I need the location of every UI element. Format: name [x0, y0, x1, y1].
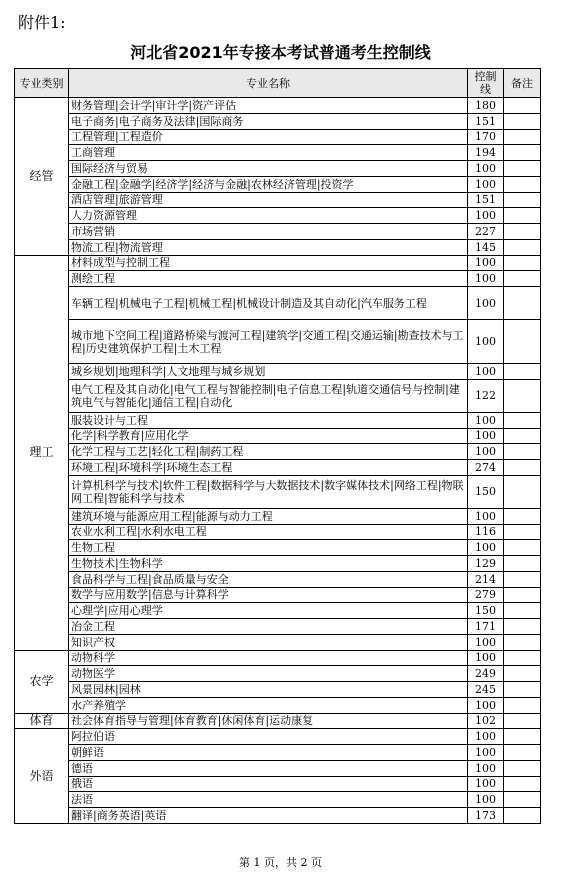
note-cell	[504, 508, 541, 524]
column-header-note: 备注	[504, 69, 541, 98]
major-cell: 电气工程及其自动化|电气工程与智能控制|电子信息工程|轨道交通信号与控制|建筑电气与智能化|通信工程|自动化	[69, 379, 468, 412]
score-cell: 100	[468, 161, 504, 177]
major-cell: 化学工程与工艺|轻化工程|制药工程	[69, 444, 468, 460]
page-footer: 第 1 页，共 2 页	[239, 856, 322, 869]
table-row	[15, 475, 541, 508]
score-cell: 279	[468, 587, 504, 603]
score-cell: 194	[468, 145, 504, 161]
note-cell	[504, 682, 541, 698]
score-cell: 122	[468, 379, 504, 412]
category-cell: 外语	[15, 729, 69, 824]
table-row	[15, 255, 541, 271]
score-cell: 100	[468, 444, 504, 460]
score-cell: 274	[468, 460, 504, 476]
page-title: 河北省2021年专接本考试普通考生控制线	[130, 43, 431, 62]
score-cell: 180	[468, 98, 504, 114]
score-cell: 173	[468, 808, 504, 824]
score-cell: 100	[468, 271, 504, 287]
note-cell	[504, 444, 541, 460]
note-cell	[504, 208, 541, 224]
table-row	[15, 239, 541, 255]
score-cell: 100	[468, 650, 504, 666]
score-cell: 100	[468, 176, 504, 192]
score-cell: 100	[468, 208, 504, 224]
note-cell	[504, 571, 541, 587]
note-cell	[504, 475, 541, 508]
score-cell: 100	[468, 364, 504, 380]
table-row	[15, 792, 541, 808]
score-cell: 245	[468, 682, 504, 698]
note-cell	[504, 713, 541, 729]
control-line-table	[14, 68, 541, 824]
score-cell: 100	[468, 776, 504, 792]
table-row	[15, 364, 541, 380]
note-cell	[504, 634, 541, 650]
major-cell: 德语	[69, 760, 468, 776]
table-row	[15, 129, 541, 145]
table-row	[15, 224, 541, 240]
score-cell: 100	[468, 540, 504, 556]
score-cell: 100	[468, 255, 504, 271]
table-row	[15, 556, 541, 572]
score-cell: 214	[468, 571, 504, 587]
score-cell: 100	[468, 634, 504, 650]
note-cell	[504, 524, 541, 540]
major-cell: 测绘工程	[69, 271, 468, 287]
note-cell	[504, 460, 541, 476]
table-row	[15, 412, 541, 428]
table-row	[15, 176, 541, 192]
table-row	[15, 634, 541, 650]
major-cell: 建筑环境与能源应用工程|能源与动力工程	[69, 508, 468, 524]
score-cell: 129	[468, 556, 504, 572]
score-cell: 249	[468, 666, 504, 682]
table-row	[15, 271, 541, 287]
table-row	[15, 745, 541, 761]
table-row	[15, 650, 541, 666]
category-cell: 农学	[15, 650, 69, 713]
major-cell: 工程管理|工程造价	[69, 129, 468, 145]
note-cell	[504, 98, 541, 114]
major-cell: 电子商务|电子商务及法律|国际商务	[69, 113, 468, 129]
score-cell: 227	[468, 224, 504, 240]
note-cell	[504, 729, 541, 745]
table-row	[15, 379, 541, 412]
major-cell: 数学与应用数学|信息与计算科学	[69, 587, 468, 603]
note-cell	[504, 364, 541, 380]
score-cell: 170	[468, 129, 504, 145]
note-cell	[504, 224, 541, 240]
major-cell: 材料成型与控制工程	[69, 255, 468, 271]
table-row	[15, 428, 541, 444]
note-cell	[504, 650, 541, 666]
column-header-major: 专业名称	[69, 69, 468, 98]
major-cell: 法语	[69, 792, 468, 808]
major-cell: 金融工程|金融学|经济学|经济与金融|农林经济管理|投资学	[69, 176, 468, 192]
category-cell: 理工	[15, 255, 69, 650]
table-row	[15, 697, 541, 713]
score-cell: 150	[468, 603, 504, 619]
note-cell	[504, 745, 541, 761]
score-cell: 100	[468, 508, 504, 524]
major-cell: 动物医学	[69, 666, 468, 682]
score-cell: 100	[468, 760, 504, 776]
table-row	[15, 603, 541, 619]
note-cell	[504, 808, 541, 824]
table-row	[15, 666, 541, 682]
major-cell: 食品科学与工程|食品质量与安全	[69, 571, 468, 587]
note-cell	[504, 161, 541, 177]
score-cell: 100	[468, 412, 504, 428]
score-cell: 100	[468, 697, 504, 713]
table-row	[15, 320, 541, 364]
major-cell: 环境工程|环境科学|环境生态工程	[69, 460, 468, 476]
major-cell: 服装设计与工程	[69, 412, 468, 428]
note-cell	[504, 145, 541, 161]
table-row	[15, 713, 541, 729]
note-cell	[504, 603, 541, 619]
table-row	[15, 682, 541, 698]
table-row	[15, 192, 541, 208]
major-cell: 酒店管理|旅游管理	[69, 192, 468, 208]
table-row	[15, 113, 541, 129]
note-cell	[504, 113, 541, 129]
table-row	[15, 540, 541, 556]
table-row	[15, 729, 541, 745]
note-cell	[504, 666, 541, 682]
score-cell: 100	[468, 428, 504, 444]
major-cell: 工商管理	[69, 145, 468, 161]
major-cell: 朝鲜语	[69, 745, 468, 761]
attachment-label: 附件1:	[18, 13, 66, 32]
table-row	[15, 587, 541, 603]
table-row	[15, 145, 541, 161]
category-cell: 体育	[15, 713, 69, 729]
table-row	[15, 571, 541, 587]
score-cell: 150	[468, 475, 504, 508]
table-row	[15, 760, 541, 776]
note-cell	[504, 587, 541, 603]
table-row	[15, 161, 541, 177]
score-cell: 100	[468, 287, 504, 320]
table-row	[15, 98, 541, 114]
major-cell: 冶金工程	[69, 619, 468, 635]
note-cell	[504, 129, 541, 145]
table-header-row	[15, 69, 541, 98]
table-row	[15, 776, 541, 792]
major-cell: 国际经济与贸易	[69, 161, 468, 177]
major-cell: 财务管理|会计学|审计学|资产评估	[69, 98, 468, 114]
major-cell: 城市地下空间工程|道路桥梁与渡河工程|建筑学|交通工程|交通运输|勘查技术与工程|历史建筑保护工程|土木工程	[69, 320, 468, 364]
score-cell: 102	[468, 713, 504, 729]
score-cell: 100	[468, 745, 504, 761]
table-row	[15, 208, 541, 224]
table-row	[15, 508, 541, 524]
note-cell	[504, 271, 541, 287]
major-cell: 社会体育指导与管理|体育教育|休闲体育|运动康复	[69, 713, 468, 729]
table-row	[15, 287, 541, 320]
major-cell: 化学|科学教育|应用化学	[69, 428, 468, 444]
note-cell	[504, 239, 541, 255]
major-cell: 物流工程|物流管理	[69, 239, 468, 255]
major-cell: 车辆工程|机械电子工程|机械工程|机械设计制造及其自动化|汽车服务工程	[69, 287, 468, 320]
major-cell: 生物技术|生物科学	[69, 556, 468, 572]
category-cell: 经管	[15, 98, 69, 256]
major-cell: 动物科学	[69, 650, 468, 666]
note-cell	[504, 619, 541, 635]
note-cell	[504, 556, 541, 572]
score-cell: 151	[468, 192, 504, 208]
score-cell: 171	[468, 619, 504, 635]
major-cell: 俄语	[69, 776, 468, 792]
table-row	[15, 460, 541, 476]
score-cell: 100	[468, 792, 504, 808]
major-cell: 阿拉伯语	[69, 729, 468, 745]
table-row	[15, 619, 541, 635]
table-row	[15, 808, 541, 824]
score-cell: 100	[468, 729, 504, 745]
note-cell	[504, 255, 541, 271]
major-cell: 风景园林|园林	[69, 682, 468, 698]
score-cell: 100	[468, 320, 504, 364]
column-header-category: 专业类别	[15, 69, 69, 98]
note-cell	[504, 697, 541, 713]
table-row	[15, 444, 541, 460]
major-cell: 水产养殖学	[69, 697, 468, 713]
note-cell	[504, 176, 541, 192]
major-cell: 心理学|应用心理学	[69, 603, 468, 619]
score-cell: 116	[468, 524, 504, 540]
note-cell	[504, 428, 541, 444]
note-cell	[504, 287, 541, 320]
note-cell	[504, 379, 541, 412]
major-cell: 知识产权	[69, 634, 468, 650]
major-cell: 农业水利工程|水利水电工程	[69, 524, 468, 540]
table-row	[15, 524, 541, 540]
note-cell	[504, 320, 541, 364]
major-cell: 翻译|商务英语|英语	[69, 808, 468, 824]
note-cell	[504, 192, 541, 208]
major-cell: 人力资源管理	[69, 208, 468, 224]
column-header-score: 控制线	[468, 69, 504, 98]
note-cell	[504, 540, 541, 556]
major-cell: 生物工程	[69, 540, 468, 556]
note-cell	[504, 760, 541, 776]
note-cell	[504, 792, 541, 808]
note-cell	[504, 412, 541, 428]
major-cell: 市场营销	[69, 224, 468, 240]
note-cell	[504, 776, 541, 792]
score-cell: 151	[468, 113, 504, 129]
major-cell: 城乡规划|地理科学|人文地理与城乡规划	[69, 364, 468, 380]
major-cell: 计算机科学与技术|软件工程|数据科学与大数据技术|数字媒体技术|网络工程|物联网工程|智能科学与技术	[69, 475, 468, 508]
score-cell: 145	[468, 239, 504, 255]
